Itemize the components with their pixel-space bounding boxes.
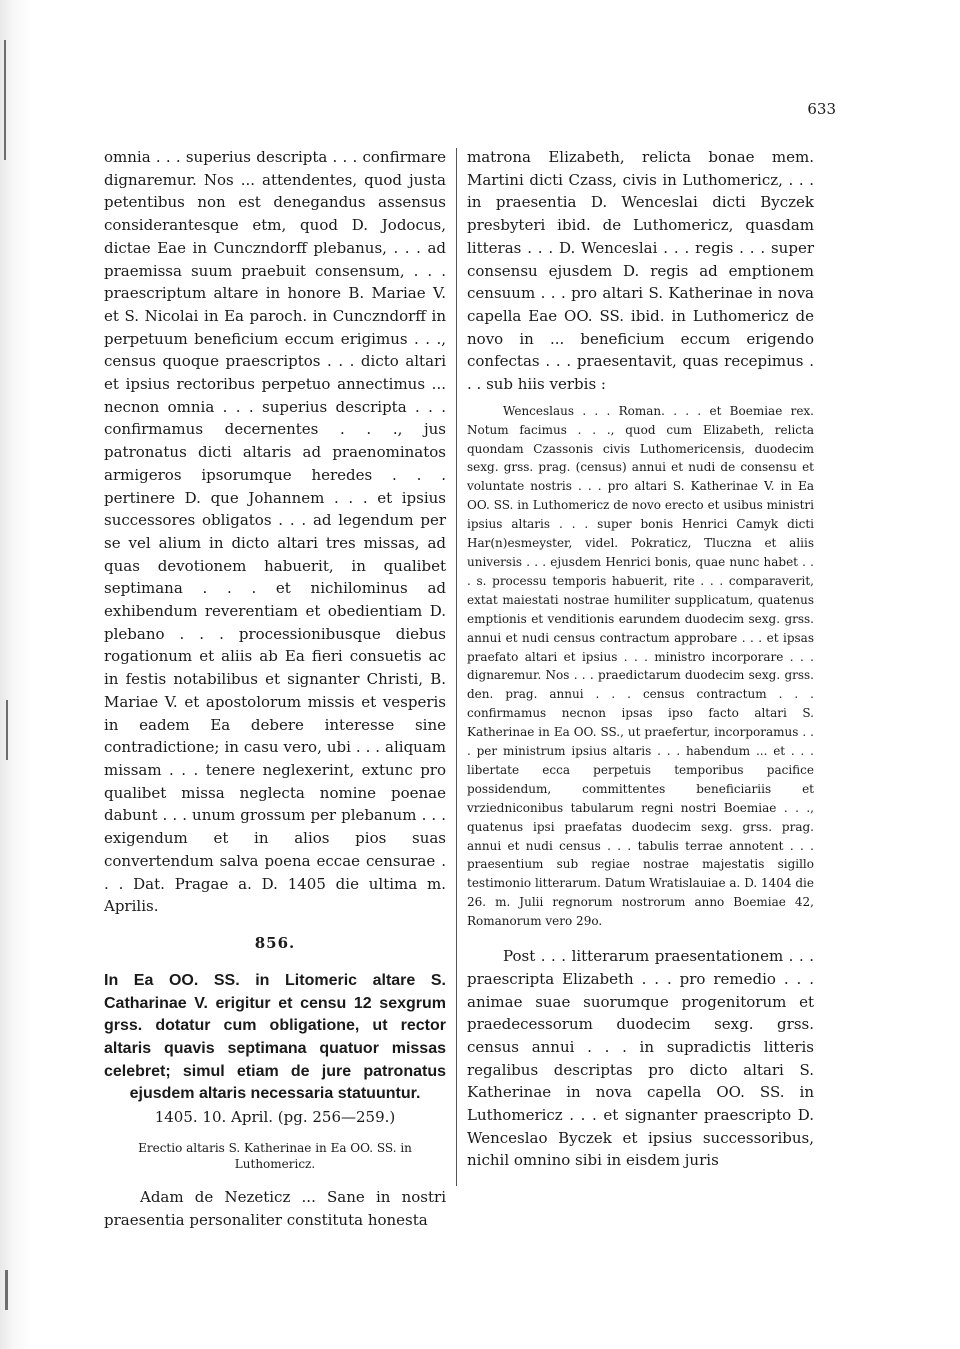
headnote: In Ea OO. SS. in Litomeric altare S. Catharinae V. erigitur et censu 12 sexgrum grss. dotatur cum obligatione, ut rector altaris quavis septimana quatuor missas celebret; simul etiam de jure patronatus ejusdem altaris necessaria statuuntur.	[104, 971, 446, 1103]
right-paragraph-post: Post . . . litterarum praesentationem . . . praescripta Elizabeth . . . pro remedio . . . animae suae suorumque progenitorum et praedecessorum duodecim sexg. grss. census annui . . . in supradictis litteris regalibus descriptas pro dicto altari S. Katherinae in nova capella OO. SS. in Luthomericz . . . et signanter praescripto D. Wenceslao Byczek et ipsius successoribus, nichil omnino sibi in eisdem juris	[467, 947, 814, 1170]
scan-edge-mark	[6, 700, 8, 760]
charter-text: Wenceslaus . . . Roman. . . . et Boemiae rex. Notum facimus . . ., quod cum Elizabeth, relicta quondam Czassonis civis Luthomericensis, duodecim sexg. grss. prag. (census) annui et nudi de consensu et voluntate nostris . . . pro altari S. Katherinae V. in Ea OO. SS. in Luthomericz de novo erecto et usibus ministri ipsius altaris . . . super bonis Henrici Camyk dicti Har(n)esmeyster, videl. Pokraticz, Tluczna et aliis universis . . . ejusdem Henrici bonis, quae nunc habet . . . s. processu temporis habuerit, rite . . . comparaverit, extat maiestati nostrae humiliter supplicatum, quatenus emptionis et venditionis earundem duodecim sexg. grss. annui et nudi census contractum approbare . . . et ipsas praefato altari et ipsius . . . ministro incorporare . . . dignaremur. Nos . . . praedictarum duodecim sexg. grss. den. prag. annui . . . census contractum . . . confirmamus necnon ipsas ipso facto altari S. Katherinae in Ea OO. SS., ut praefertur, incorporamus . . . per ministrum ipsius altaris . . . habendum ... et . . . libertate ecca perpetuis temporibus pacifice possidendum, committentes beneficiariis et vrziedniconibus tabularum regni nostri Boemiae . . ., quatenus ipsi praefatas duodecim sexg. grss. prag. annui et nudi census . . . tabulis terrae annotent . . . praesentium sub regiae nostrae majestatis sigillo testimonio litterarum. Datum Wratislauiae a. D. 1404 die 26. m. Julii regnorum nostrorum anno Boemiae 42, Romanorum vero 29o.	[467, 403, 814, 929]
date-line: 1405. 10. April. (pg. 256—259.)	[154, 1108, 396, 1127]
scan-edge-mark	[5, 1270, 8, 1310]
scan-margin-shadow	[0, 0, 30, 1349]
left-column	[104, 146, 446, 1232]
item-number: 856.	[254, 933, 296, 952]
page-number: 633	[807, 100, 836, 118]
column-divider	[456, 148, 457, 1186]
left-paragraph-continuation: omnia . . . superius descripta . . . confirmare dignaremur. Nos ... attendentes, quod justa petentibus non est denegandus assensus considerantesque etm, quod D. Jodocus, dictae Eae in Cunczndorff plebanus, . . . ad praemissa suum praebuit consensum, . . . praescriptum altare in honore B. Mariae V. et S. Nicolai in Ea paroch. in Cunczndorff in perpetuum beneficium eccum erigimus . . ., census quoque praescriptos . . . dicto altari et ipsius rectoribus perpetuo annectimus ... necnon omnia . . . superius descripta . . . confirmamus decernentes . . ., jus patronatus dicti altaris ad praenominatos armigeros ipsorumque heredes . . . pertinere D. que Johannem . . . et ipsius successores obligatos . . . ad legendum per se vel alium in dicto altari tres missas, ad quas devotionem habuerit, in qualibet septimana . . . et nichilominus ad exhibendum reverentiam et obedientiam D. plebano . . . processionibusque diebus rogationum et aliis ab Ea fieri consuetis ac in festis notabilibus et signanter Christi, B. Mariae V. et apostolorum missis et vesperis in eadem Ea debere interesse sine contradictione; in casu vero, ubi . . . aliquam missam . . . tenere neglexerint, extunc pro qualibet missa neglecta nomine poenae dabunt . . . unum grossum per plebanum . . . exigendum et in alios pios suas convertendum salva poena eccae censurae . . . Dat. Pragae a. D. 1405 die ultima m. Aprilis.	[104, 148, 446, 916]
left-paragraph-adam: Adam de Nezeticz ... Sane in nostri praesentia personaliter constituta honesta	[104, 1188, 446, 1229]
erectio-note: Erectio altaris S. Katherinae in Ea OO. SS. in Luthomericz.	[138, 1141, 412, 1172]
right-column	[467, 146, 814, 1172]
right-paragraph-matrona: matrona Elizabeth, relicta bonae mem. Martini dicti Czass, civis in Luthomericz, . . . in praesentia D. Wenceslai dicti Byczek presbyteri ibid. de Luthomericz, quasdam litteras . . . D. Wenceslai . . . regis . . . super consensu ejusdem D. regis ad emptionem censuum . . . pro altari S. Katherinae in nova capella Eae OO. SS. ibid. in Luthomericz de novo in ... beneficium eccum erigendo confectas . . . praesentavit, quas recepimus . . . sub hiis verbis :	[467, 148, 814, 394]
scan-edge-mark	[4, 40, 6, 160]
